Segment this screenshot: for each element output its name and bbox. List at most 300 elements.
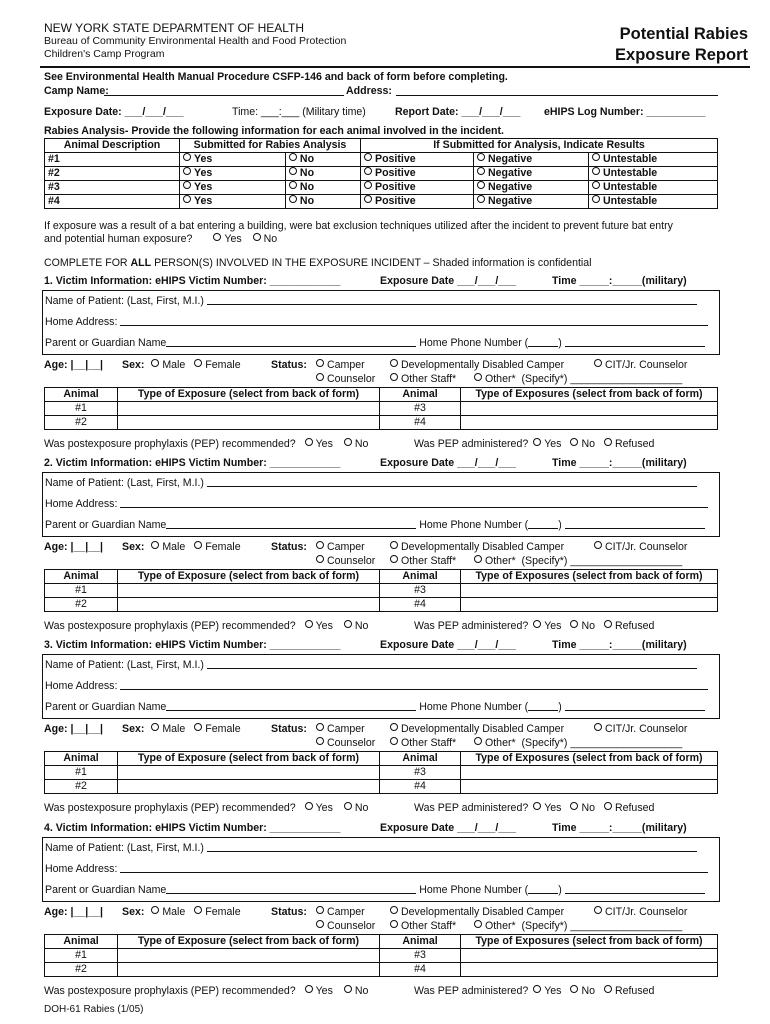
pep-administered-question: Was PEP administered? Yes No Refused: [414, 438, 655, 450]
rabies-analysis-heading: Rabies Analysis- Provide the following information for each animal involved in the incident.: [44, 125, 504, 137]
exposure-type-table: [44, 934, 718, 977]
cit-option[interactable]: CIT/Jr. Counselor: [594, 359, 687, 371]
dev-disabled-option[interactable]: Developmentally Disabled Camper: [390, 541, 564, 553]
col-submitted: Submitted for Rabies Analysis: [180, 139, 361, 153]
exposure-date-label: Exposure Date: ___/___/___: [44, 106, 184, 118]
counselor-option[interactable]: Counselor: [316, 373, 375, 385]
radio-icon: [316, 359, 324, 367]
exposure-type-cell[interactable]: [118, 402, 380, 416]
exposure-date-field[interactable]: [44, 106, 184, 118]
pep-administered-question: Was PEP administered? Yes No Refused: [414, 802, 655, 814]
result-untestable-option[interactable]: Untestable: [589, 167, 718, 181]
animal-id: #4: [380, 780, 461, 794]
radio-icon: [316, 737, 324, 745]
ehips-victim-number-field[interactable]: Victim Information: eHIPS Victim Number: ____________: [55, 822, 341, 834]
radio-icon: [390, 906, 398, 914]
home-phone-label: Home Phone Number: [419, 519, 522, 531]
status-label: Status:: [271, 359, 307, 371]
agency-name: NEW YORK STATE DEPARMTENT OF HEALTH: [44, 21, 305, 35]
exposure-type-table: [44, 569, 718, 612]
confidential-block: [42, 290, 720, 355]
radio-icon: [390, 920, 398, 928]
radio-icon: [213, 233, 221, 241]
col-type-exposures: Type of Exposures (select from back of form): [461, 570, 718, 584]
radio-icon: [594, 541, 602, 549]
table-row: [45, 153, 718, 167]
table-row: [45, 195, 718, 209]
home-phone-label: Home Phone Number: [419, 884, 522, 896]
result-positive-option[interactable]: Positive: [361, 167, 474, 181]
camper-option[interactable]: Camper: [316, 723, 365, 735]
result-negative-option[interactable]: Negative: [474, 195, 589, 209]
radio-icon: [305, 802, 313, 810]
col-type-exposure: Type of Exposure (select from back of form): [118, 388, 380, 402]
submitted-yes-option[interactable]: Yes: [180, 167, 286, 181]
victim-header: [44, 275, 340, 287]
submitted-no-option[interactable]: No: [285, 181, 360, 195]
radio-icon: [305, 620, 313, 628]
exposure-type-cell[interactable]: [118, 598, 380, 612]
camp-name-label: Camp Name:: [44, 85, 109, 97]
status-label: Status:: [271, 906, 307, 918]
bat-question-line1: If exposure was a result of a bat entering a building, were bat exclusion techniques utilized after the incident to prevent future bat entry: [44, 220, 673, 232]
report-date-field[interactable]: Report Date: ___/___/___: [395, 106, 521, 118]
time-label: Time: ___:___ (Military time): [232, 106, 366, 118]
table-row: [45, 766, 718, 780]
home-address-row[interactable]: Home Address:: [45, 312, 708, 332]
complete-instruction: COMPLETE FOR ALL PERSON(S) INVOLVED IN THE EXPOSURE INCIDENT – Shaded information is confidential: [44, 257, 592, 269]
animal-id: #3: [380, 402, 461, 416]
col-type-exposures: Type of Exposures (select from back of form): [461, 388, 718, 402]
other-staff-option[interactable]: Other Staff*: [390, 920, 456, 932]
confidential-block: [42, 472, 720, 537]
result-untestable-option[interactable]: Untestable: [589, 181, 718, 195]
radio-icon: [592, 167, 600, 175]
table-row: [45, 598, 718, 612]
radio-icon: [592, 181, 600, 189]
female-option[interactable]: Female: [194, 723, 240, 735]
victim-number: 3.: [44, 639, 53, 651]
animal-id: #3: [380, 949, 461, 963]
status-label: Status:: [271, 723, 307, 735]
pep-admin-no-option[interactable]: No: [570, 620, 595, 632]
victim-exposure-date-field[interactable]: Exposure Date ___/___/___: [380, 457, 517, 469]
col-animal: Animal: [380, 570, 461, 584]
header-rule: [40, 66, 750, 68]
other-option[interactable]: Other* (Specify*) ___________________: [474, 373, 682, 385]
radio-icon: [390, 737, 398, 745]
pep-admin-yes-option[interactable]: Yes: [533, 802, 561, 814]
radio-icon: [474, 920, 482, 928]
home-address-row[interactable]: Home Address:: [45, 494, 708, 514]
animal-id: #2: [45, 416, 118, 430]
time-field[interactable]: [232, 106, 366, 118]
col-animal: Animal: [380, 388, 461, 402]
dev-disabled-option[interactable]: Developmentally Disabled Camper: [390, 906, 564, 918]
col-type-exposure: Type of Exposure (select from back of form): [118, 752, 380, 766]
radio-icon: [344, 620, 352, 628]
result-positive-option[interactable]: Positive: [361, 195, 474, 209]
col-type-exposures: Type of Exposures (select from back of form): [461, 752, 718, 766]
pep-rec-no-option[interactable]: No: [344, 802, 369, 814]
pep-rec-yes-option[interactable]: Yes: [305, 620, 333, 632]
radio-icon: [183, 195, 191, 203]
table-row: [45, 167, 718, 181]
pep-admin-yes-option[interactable]: Yes: [533, 620, 561, 632]
exposure-type-cell[interactable]: [461, 949, 718, 963]
dev-disabled-option[interactable]: Developmentally Disabled Camper: [390, 359, 564, 371]
cit-option[interactable]: CIT/Jr. Counselor: [594, 906, 687, 918]
table-row: [45, 949, 718, 963]
radio-icon: [289, 167, 297, 175]
other-staff-option[interactable]: Other Staff*: [390, 737, 456, 749]
result-untestable-option[interactable]: Untestable: [589, 153, 718, 167]
victim-time-field[interactable]: Time _____:_____(military): [552, 275, 687, 287]
confidential-block: [42, 837, 720, 902]
pep-administered-question: Was PEP administered? Yes No Refused: [414, 620, 655, 632]
submitted-no-option[interactable]: No: [285, 153, 360, 167]
animal-id: #4: [380, 598, 461, 612]
pep-rec-yes-option[interactable]: Yes: [305, 438, 333, 450]
female-option[interactable]: Female: [194, 541, 240, 553]
animal-id: #2: [45, 598, 118, 612]
home-phone-label: Home Phone Number: [419, 337, 522, 349]
exposure-type-cell[interactable]: [118, 416, 380, 430]
radio-icon: [151, 906, 159, 914]
bat-yes-option[interactable]: Yes: [213, 233, 241, 245]
male-option[interactable]: Male: [151, 906, 185, 918]
animal-id: #1: [45, 584, 118, 598]
pep-rec-no-option[interactable]: No: [344, 985, 369, 997]
radio-icon: [477, 153, 485, 161]
radio-icon: [344, 802, 352, 810]
patient-name-row[interactable]: Name of Patient: (Last, First, M.I.): [45, 655, 697, 675]
radio-icon: [194, 359, 202, 367]
exposure-type-cell[interactable]: [118, 963, 380, 977]
pep-rec-yes-option[interactable]: Yes: [305, 985, 333, 997]
patient-name-row[interactable]: Name of Patient: (Last, First, M.I.): [45, 473, 697, 493]
exposure-type-cell[interactable]: [461, 416, 718, 430]
male-option[interactable]: Male: [151, 723, 185, 735]
pep-admin-no-option[interactable]: No: [570, 985, 595, 997]
radio-icon: [594, 723, 602, 731]
table-row: [45, 416, 718, 430]
result-negative-option[interactable]: Negative: [474, 181, 589, 195]
animal-id: #1: [45, 153, 180, 167]
age-field[interactable]: Age: |__|__|: [44, 359, 103, 371]
counselor-option[interactable]: Counselor: [316, 920, 375, 932]
pep-recommended-question: Was postexposure prophylaxis (PEP) recommended? Yes No: [44, 802, 369, 814]
result-negative-option[interactable]: Negative: [474, 167, 589, 181]
radio-icon: [477, 181, 485, 189]
table-row: [45, 402, 718, 416]
ehips-victim-number-field[interactable]: Victim Information: eHIPS Victim Number: ____________: [55, 639, 341, 651]
animal-id: #2: [45, 780, 118, 794]
other-option[interactable]: Other* (Specify*) ___________________: [474, 737, 682, 749]
radio-icon: [194, 541, 202, 549]
animal-id: #4: [380, 416, 461, 430]
pep-administered-question: Was PEP administered? Yes No Refused: [414, 985, 655, 997]
ehips-victim-number-field[interactable]: Victim Information: eHIPS Victim Number: ____________: [55, 457, 341, 469]
radio-icon: [183, 153, 191, 161]
specify-field[interactable]: (Specify*) ___________________: [521, 737, 683, 749]
submitted-yes-option[interactable]: Yes: [180, 153, 286, 167]
col-type-exposure: Type of Exposure (select from back of form): [118, 935, 380, 949]
exposure-type-cell[interactable]: [118, 780, 380, 794]
pep-admin-yes-option[interactable]: Yes: [533, 438, 561, 450]
age-field[interactable]: Age: |__|__|: [44, 723, 103, 735]
specify-field[interactable]: (Specify*) ___________________: [521, 555, 683, 567]
bureau-name: Bureau of Community Environmental Health and Food Protection: [44, 35, 347, 47]
col-type-exposure: Type of Exposure (select from back of form): [118, 570, 380, 584]
other-staff-option[interactable]: Other Staff*: [390, 555, 456, 567]
radio-icon: [289, 195, 297, 203]
radio-icon: [477, 167, 485, 175]
animal-id: #1: [45, 766, 118, 780]
radio-icon: [533, 802, 541, 810]
procedure-note: See Environmental Health Manual Procedure CSFP-146 and back of form before completing.: [44, 71, 508, 83]
rabies-analysis-table: [44, 138, 718, 209]
radio-icon: [253, 233, 261, 241]
pep-admin-refused-option[interactable]: Refused: [604, 802, 654, 814]
col-animal: Animal: [45, 752, 118, 766]
result-positive-option[interactable]: Positive: [361, 153, 474, 167]
home-address-row[interactable]: Home Address:: [45, 676, 708, 696]
guardian-row[interactable]: Parent or Guardian Name Home Phone Number ( ): [45, 515, 705, 535]
victim-number: 2.: [44, 457, 53, 469]
radio-icon: [570, 985, 578, 993]
female-option[interactable]: Female: [194, 906, 240, 918]
radio-icon: [390, 555, 398, 563]
radio-icon: [592, 153, 600, 161]
animal-id: #4: [45, 195, 180, 209]
pep-admin-no-option[interactable]: No: [570, 438, 595, 450]
radio-icon: [570, 620, 578, 628]
col-animal: Animal: [380, 752, 461, 766]
camper-option[interactable]: Camper: [316, 906, 365, 918]
other-option[interactable]: Other* (Specify*) ___________________: [474, 555, 682, 567]
col-animal-description: Animal Description: [45, 139, 180, 153]
radio-icon: [592, 195, 600, 203]
sex-group: Sex: Male Female: [122, 723, 241, 735]
radio-icon: [364, 153, 372, 161]
counselor-option[interactable]: Counselor: [316, 555, 375, 567]
camper-option[interactable]: Camper: [316, 541, 365, 553]
col-type-exposures: Type of Exposures (select from back of form): [461, 935, 718, 949]
pep-admin-refused-option[interactable]: Refused: [604, 620, 654, 632]
home-address-row[interactable]: Home Address:: [45, 859, 708, 879]
result-untestable-option[interactable]: Untestable: [589, 195, 718, 209]
table-row: [45, 181, 718, 195]
submitted-yes-option[interactable]: Yes: [180, 181, 286, 195]
bat-no-option[interactable]: No: [253, 233, 278, 245]
col-results: If Submitted for Analysis, Indicate Results: [361, 139, 718, 153]
radio-icon: [305, 438, 313, 446]
submitted-no-option[interactable]: No: [285, 195, 360, 209]
victim-time-field[interactable]: Time _____:_____(military): [552, 457, 687, 469]
cit-option[interactable]: CIT/Jr. Counselor: [594, 723, 687, 735]
radio-icon: [289, 153, 297, 161]
female-option[interactable]: Female: [194, 359, 240, 371]
animal-id: #4: [380, 963, 461, 977]
table-row: [45, 780, 718, 794]
table-row: [45, 584, 718, 598]
victim-exposure-date-field[interactable]: Exposure Date ___/___/___: [380, 275, 517, 287]
animal-id: #3: [45, 181, 180, 195]
radio-icon: [570, 802, 578, 810]
address-field[interactable]: [396, 95, 718, 96]
program-name: Children's Camp Program: [44, 48, 165, 60]
pep-recommended-question: Was postexposure prophylaxis (PEP) recommended? Yes No: [44, 985, 369, 997]
form-footer: DOH-61 Rabies (1/05): [44, 1004, 144, 1015]
radio-icon: [533, 438, 541, 446]
radio-icon: [316, 906, 324, 914]
dev-disabled-option[interactable]: Developmentally Disabled Camper: [390, 723, 564, 735]
exposure-type-table: [44, 751, 718, 794]
radio-icon: [533, 985, 541, 993]
pep-rec-no-option[interactable]: No: [344, 438, 369, 450]
exposure-type-cell[interactable]: [461, 402, 718, 416]
pep-rec-no-option[interactable]: No: [344, 620, 369, 632]
camp-name-field[interactable]: [104, 95, 344, 96]
age-field[interactable]: Age: |__|__|: [44, 906, 103, 918]
radio-icon: [604, 620, 612, 628]
radio-icon: [151, 359, 159, 367]
pep-admin-yes-option[interactable]: Yes: [533, 985, 561, 997]
radio-icon: [390, 541, 398, 549]
radio-icon: [316, 555, 324, 563]
victim-exposure-date-field[interactable]: Exposure Date ___/___/___: [380, 822, 517, 834]
header-agency-block: [44, 22, 346, 61]
result-negative-option[interactable]: Negative: [474, 153, 589, 167]
radio-icon: [390, 723, 398, 731]
radio-icon: [390, 359, 398, 367]
title-line-1: Potential Rabies: [619, 25, 748, 43]
exposure-type-cell[interactable]: [118, 949, 380, 963]
victim-header: [44, 822, 340, 834]
animal-id: #3: [380, 766, 461, 780]
radio-icon: [604, 438, 612, 446]
radio-icon: [477, 195, 485, 203]
victim-header: [44, 457, 340, 469]
sex-group: Sex: Male Female: [122, 359, 241, 371]
radio-icon: [151, 541, 159, 549]
animal-id: #3: [380, 584, 461, 598]
male-option[interactable]: Male: [151, 541, 185, 553]
counselor-option[interactable]: Counselor: [316, 737, 375, 749]
victim-number: 1.: [44, 275, 53, 287]
sex-group: Sex: Male Female: [122, 541, 241, 553]
exposure-type-cell[interactable]: [461, 963, 718, 977]
radio-icon: [316, 723, 324, 731]
radio-icon: [316, 920, 324, 928]
table-row: [45, 963, 718, 977]
pep-rec-yes-option[interactable]: Yes: [305, 802, 333, 814]
specify-field[interactable]: (Specify*) ___________________: [521, 920, 683, 932]
exposure-type-cell[interactable]: [461, 584, 718, 598]
guardian-row[interactable]: Parent or Guardian Name Home Phone Number ( ): [45, 697, 705, 717]
exposure-type-cell[interactable]: [461, 780, 718, 794]
form-title: [615, 24, 748, 66]
animal-id: #2: [45, 167, 180, 181]
exposure-type-cell[interactable]: [461, 598, 718, 612]
home-phone-label: Home Phone Number: [419, 701, 522, 713]
radio-icon: [604, 985, 612, 993]
age-field[interactable]: Age: |__|__|: [44, 541, 103, 553]
animal-id: #2: [45, 963, 118, 977]
patient-name-row[interactable]: Name of Patient: (Last, First, M.I.): [45, 291, 697, 311]
confidential-block: [42, 654, 720, 719]
submitted-yes-option[interactable]: Yes: [180, 195, 286, 209]
ehips-victim-number-field[interactable]: Victim Information: eHIPS Victim Number: ____________: [55, 275, 341, 287]
col-animal: Animal: [45, 935, 118, 949]
cit-option[interactable]: CIT/Jr. Counselor: [594, 541, 687, 553]
victim-time-field[interactable]: Time _____:_____(military): [552, 639, 687, 651]
radio-icon: [344, 985, 352, 993]
radio-icon: [474, 737, 482, 745]
radio-icon: [533, 620, 541, 628]
radio-icon: [183, 181, 191, 189]
ehips-log-number-field[interactable]: eHIPS Log Number: __________: [544, 106, 706, 118]
exposure-type-cell[interactable]: [118, 766, 380, 780]
radio-icon: [594, 359, 602, 367]
bat-question-line2: and potential human exposure? Yes No: [44, 233, 278, 245]
guardian-row[interactable]: Parent or Guardian Name Home Phone Number ( ): [45, 880, 705, 900]
exposure-type-table: [44, 387, 718, 430]
radio-icon: [316, 541, 324, 549]
camper-option[interactable]: Camper: [316, 359, 365, 371]
result-positive-option[interactable]: Positive: [361, 181, 474, 195]
victim-time-field[interactable]: Time _____:_____(military): [552, 822, 687, 834]
radio-icon: [194, 723, 202, 731]
pep-admin-refused-option[interactable]: Refused: [604, 438, 654, 450]
radio-icon: [344, 438, 352, 446]
male-option[interactable]: Male: [151, 359, 185, 371]
radio-icon: [594, 906, 602, 914]
other-option[interactable]: Other* (Specify*) ___________________: [474, 920, 682, 932]
guardian-row[interactable]: Parent or Guardian Name Home Phone Number ( ): [45, 333, 705, 353]
radio-icon: [604, 802, 612, 810]
submitted-no-option[interactable]: No: [285, 167, 360, 181]
radio-icon: [183, 167, 191, 175]
radio-icon: [364, 195, 372, 203]
patient-name-row[interactable]: Name of Patient: (Last, First, M.I.): [45, 838, 697, 858]
animal-id: #1: [45, 949, 118, 963]
radio-icon: [289, 181, 297, 189]
victim-exposure-date-field[interactable]: Exposure Date ___/___/___: [380, 639, 517, 651]
radio-icon: [474, 373, 482, 381]
pep-admin-no-option[interactable]: No: [570, 802, 595, 814]
status-label: Status:: [271, 541, 307, 553]
animal-id: #1: [45, 402, 118, 416]
radio-icon: [305, 985, 313, 993]
radio-icon: [570, 438, 578, 446]
col-animal: Animal: [45, 388, 118, 402]
radio-icon: [194, 906, 202, 914]
victim-number: 4.: [44, 822, 53, 834]
radio-icon: [390, 373, 398, 381]
radio-icon: [316, 373, 324, 381]
exposure-type-cell[interactable]: [461, 766, 718, 780]
radio-icon: [364, 181, 372, 189]
pep-recommended-question: Was postexposure prophylaxis (PEP) recommended? Yes No: [44, 620, 369, 632]
specify-field[interactable]: (Specify*) ___________________: [521, 373, 683, 385]
pep-recommended-question: Was postexposure prophylaxis (PEP) recommended? Yes No: [44, 438, 369, 450]
exposure-type-cell[interactable]: [118, 584, 380, 598]
other-staff-option[interactable]: Other Staff*: [390, 373, 456, 385]
pep-admin-refused-option[interactable]: Refused: [604, 985, 654, 997]
col-animal: Animal: [45, 570, 118, 584]
